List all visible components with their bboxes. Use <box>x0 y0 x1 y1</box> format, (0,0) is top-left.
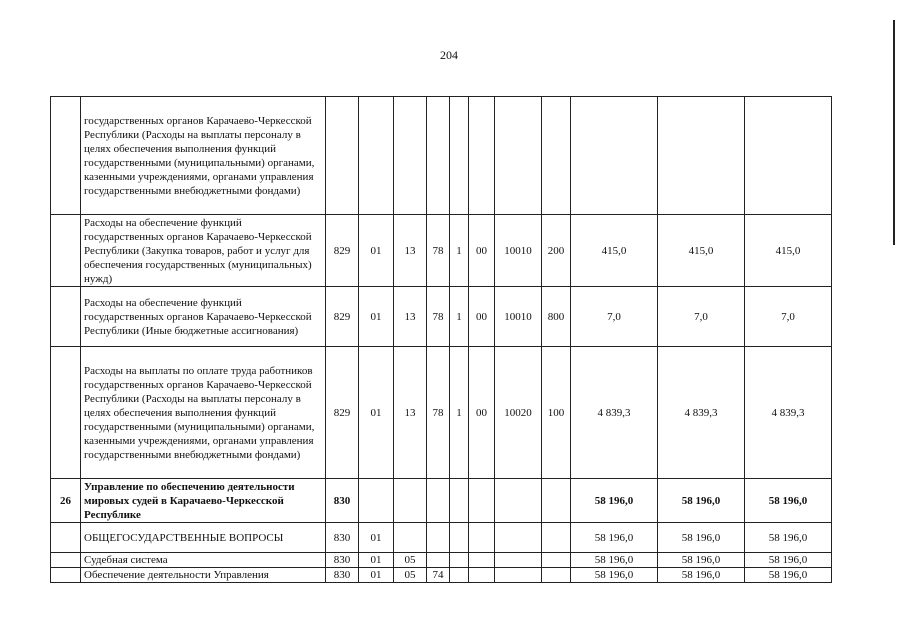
code-event <box>469 553 495 568</box>
amount-2 <box>658 97 745 215</box>
code-subsection <box>394 479 427 523</box>
code-subsection: 13 <box>394 347 427 479</box>
code-section: 01 <box>359 523 394 553</box>
code-direction: 10010 <box>495 287 542 347</box>
code-subprogram <box>450 568 469 583</box>
amount-2: 58 196,0 <box>658 523 745 553</box>
table-row <box>51 347 832 479</box>
amount-2: 7,0 <box>658 287 745 347</box>
budget-table <box>50 96 832 583</box>
row-name: Расходы на выплаты по оплате труда работников государственных органов Карачаево-Черкесской Республики (Расходы на выплаты персоналу в целях обеспечения выполнения функций государственными (муниципальными) органами, казенными учреждениями, органами управления государственными внебюджетными фондами) <box>81 347 326 479</box>
code-direction: 10020 <box>495 347 542 479</box>
amount-3: 7,0 <box>745 287 832 347</box>
code-expense-type <box>542 97 571 215</box>
amount-3: 58 196,0 <box>745 523 832 553</box>
amount-1: 58 196,0 <box>571 568 658 583</box>
code-ministry: 829 <box>326 287 359 347</box>
table-row <box>51 97 832 215</box>
code-section: 01 <box>359 347 394 479</box>
amount-1: 7,0 <box>571 287 658 347</box>
code-program <box>427 479 450 523</box>
code-expense-type: 100 <box>542 347 571 479</box>
row-name: Расходы на обеспечение функций государственных органов Карачаево-Черкесской Республики (Закупка товаров, работ и услуг для обеспечения государственных (муниципальных) нужд) <box>81 215 326 287</box>
amount-2: 415,0 <box>658 215 745 287</box>
row-name: государственных органов Карачаево-Черкесской Республики (Расходы на выплаты персоналу в целях обеспечения выполнения функций государственными (муниципальными) органами, казенными учреждениями, органами управления государственными внебюджетными фондами) <box>81 97 326 215</box>
amount-3: 415,0 <box>745 215 832 287</box>
code-subsection: 13 <box>394 287 427 347</box>
table-row <box>51 568 832 583</box>
code-program: 74 <box>427 568 450 583</box>
row-number <box>51 523 81 553</box>
code-expense-type: 200 <box>542 215 571 287</box>
amount-3 <box>745 97 832 215</box>
table-row <box>51 215 832 287</box>
code-direction <box>495 553 542 568</box>
code-direction <box>495 479 542 523</box>
code-section: 01 <box>359 553 394 568</box>
code-ministry: 829 <box>326 347 359 479</box>
code-section: 01 <box>359 215 394 287</box>
table-row <box>51 479 832 523</box>
code-direction <box>495 568 542 583</box>
code-ministry: 830 <box>326 523 359 553</box>
code-ministry: 830 <box>326 553 359 568</box>
table-row <box>51 523 832 553</box>
amount-3: 58 196,0 <box>745 479 832 523</box>
code-expense-type <box>542 523 571 553</box>
code-direction <box>495 97 542 215</box>
code-expense-type: 800 <box>542 287 571 347</box>
row-number <box>51 97 81 215</box>
page-number: 204 <box>440 48 458 62</box>
code-subprogram <box>450 523 469 553</box>
code-event: 00 <box>469 287 495 347</box>
code-event <box>469 479 495 523</box>
code-subprogram: 1 <box>450 347 469 479</box>
code-section: 01 <box>359 568 394 583</box>
code-subprogram: 1 <box>450 287 469 347</box>
amount-2: 58 196,0 <box>658 553 745 568</box>
code-program <box>427 97 450 215</box>
code-event: 00 <box>469 347 495 479</box>
code-direction <box>495 523 542 553</box>
code-expense-type <box>542 479 571 523</box>
code-program: 78 <box>427 347 450 479</box>
code-subsection <box>394 97 427 215</box>
amount-1: 4 839,3 <box>571 347 658 479</box>
amount-1: 58 196,0 <box>571 523 658 553</box>
amount-1: 58 196,0 <box>571 479 658 523</box>
amount-3: 4 839,3 <box>745 347 832 479</box>
amount-2: 4 839,3 <box>658 347 745 479</box>
amount-3: 58 196,0 <box>745 568 832 583</box>
code-event <box>469 523 495 553</box>
code-subprogram <box>450 479 469 523</box>
row-name: ОБЩЕГОСУДАРСТВЕННЫЕ ВОПРОСЫ <box>81 523 326 553</box>
code-expense-type <box>542 568 571 583</box>
code-expense-type <box>542 553 571 568</box>
code-event <box>469 97 495 215</box>
amount-1: 415,0 <box>571 215 658 287</box>
code-direction: 10010 <box>495 215 542 287</box>
row-number: 26 <box>51 479 81 523</box>
scan-edge-line <box>893 20 895 245</box>
code-ministry <box>326 97 359 215</box>
amount-1 <box>571 97 658 215</box>
row-name: Управление по обеспечению деятельности мировых судей в Карачаево-Черкесской Республике <box>81 479 326 523</box>
code-program: 78 <box>427 287 450 347</box>
code-ministry: 830 <box>326 479 359 523</box>
code-subsection <box>394 523 427 553</box>
row-number <box>51 215 81 287</box>
code-subprogram <box>450 553 469 568</box>
table-row <box>51 553 832 568</box>
code-subsection: 13 <box>394 215 427 287</box>
code-subprogram <box>450 97 469 215</box>
row-number <box>51 347 81 479</box>
code-program <box>427 523 450 553</box>
amount-3: 58 196,0 <box>745 553 832 568</box>
code-subprogram: 1 <box>450 215 469 287</box>
code-event: 00 <box>469 215 495 287</box>
row-name: Обеспечение деятельности Управления <box>81 568 326 583</box>
row-number <box>51 568 81 583</box>
code-ministry: 829 <box>326 215 359 287</box>
amount-2: 58 196,0 <box>658 479 745 523</box>
row-name: Судебная система <box>81 553 326 568</box>
row-name: Расходы на обеспечение функций государственных органов Карачаево-Черкесской Республики (Иные бюджетные ассигнования) <box>81 287 326 347</box>
code-subsection: 05 <box>394 553 427 568</box>
code-section: 01 <box>359 287 394 347</box>
code-section <box>359 479 394 523</box>
code-event <box>469 568 495 583</box>
amount-2: 58 196,0 <box>658 568 745 583</box>
amount-1: 58 196,0 <box>571 553 658 568</box>
row-number <box>51 553 81 568</box>
code-program: 78 <box>427 215 450 287</box>
code-subsection: 05 <box>394 568 427 583</box>
code-section <box>359 97 394 215</box>
table-row <box>51 287 832 347</box>
code-program <box>427 553 450 568</box>
code-ministry: 830 <box>326 568 359 583</box>
row-number <box>51 287 81 347</box>
